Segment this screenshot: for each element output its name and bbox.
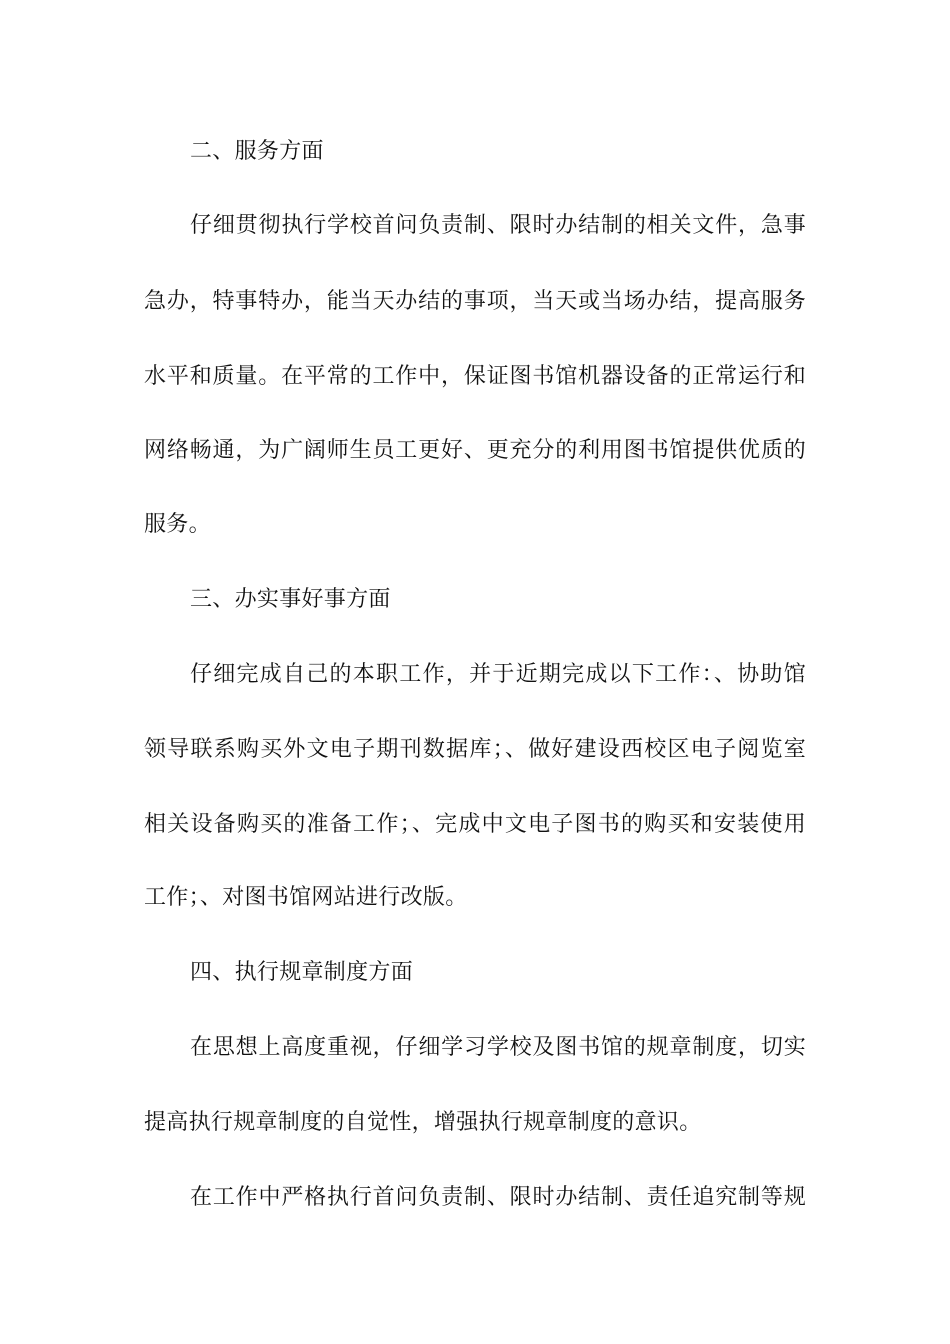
paragraph-line: 在工作中严格执行首问负责制、限时办结制、责任追究制等规 <box>190 1185 806 1210</box>
paragraph-line: 提高执行规章制度的自觉性，增强执行规章制度的意识。 <box>144 1110 702 1135</box>
paragraph-line: 工作；、对图书馆网站进行改版。 <box>144 885 468 910</box>
paragraph-line: 网络畅通，为广阔师生员工更好、更充分的利用图书馆提供优质的 <box>144 438 806 463</box>
paragraph-line: 急办，特事特办，能当天办结的事项，当天或当场办结，提高服务 <box>144 289 806 314</box>
section-heading-service: 二、服务方面 <box>190 139 324 164</box>
paragraph-line: 相关设备购买的准备工作；、完成中文电子图书的购买和安装使用 <box>144 812 806 837</box>
paragraph-line: 在思想上高度重视，仔细学习学校及图书馆的规章制度，切实 <box>190 1035 806 1060</box>
paragraph-line: 水平和质量。在平常的工作中，保证图书馆机器设备的正常运行和 <box>144 364 806 389</box>
section-heading-regulations: 四、执行规章制度方面 <box>190 960 414 985</box>
paragraph-line: 领导联系购买外文电子期刊数据库；、做好建设西校区电子阅览室 <box>144 737 806 762</box>
paragraph-line: 仔细贯彻执行学校首问负责制、限时办结制的相关文件，急事 <box>190 213 806 238</box>
paragraph-line: 仔细完成自己的本职工作，并于近期完成以下工作：、协助馆 <box>190 662 806 687</box>
section-heading-practical-work: 三、办实事好事方面 <box>190 587 391 612</box>
paragraph-line: 服务。 <box>144 512 211 537</box>
